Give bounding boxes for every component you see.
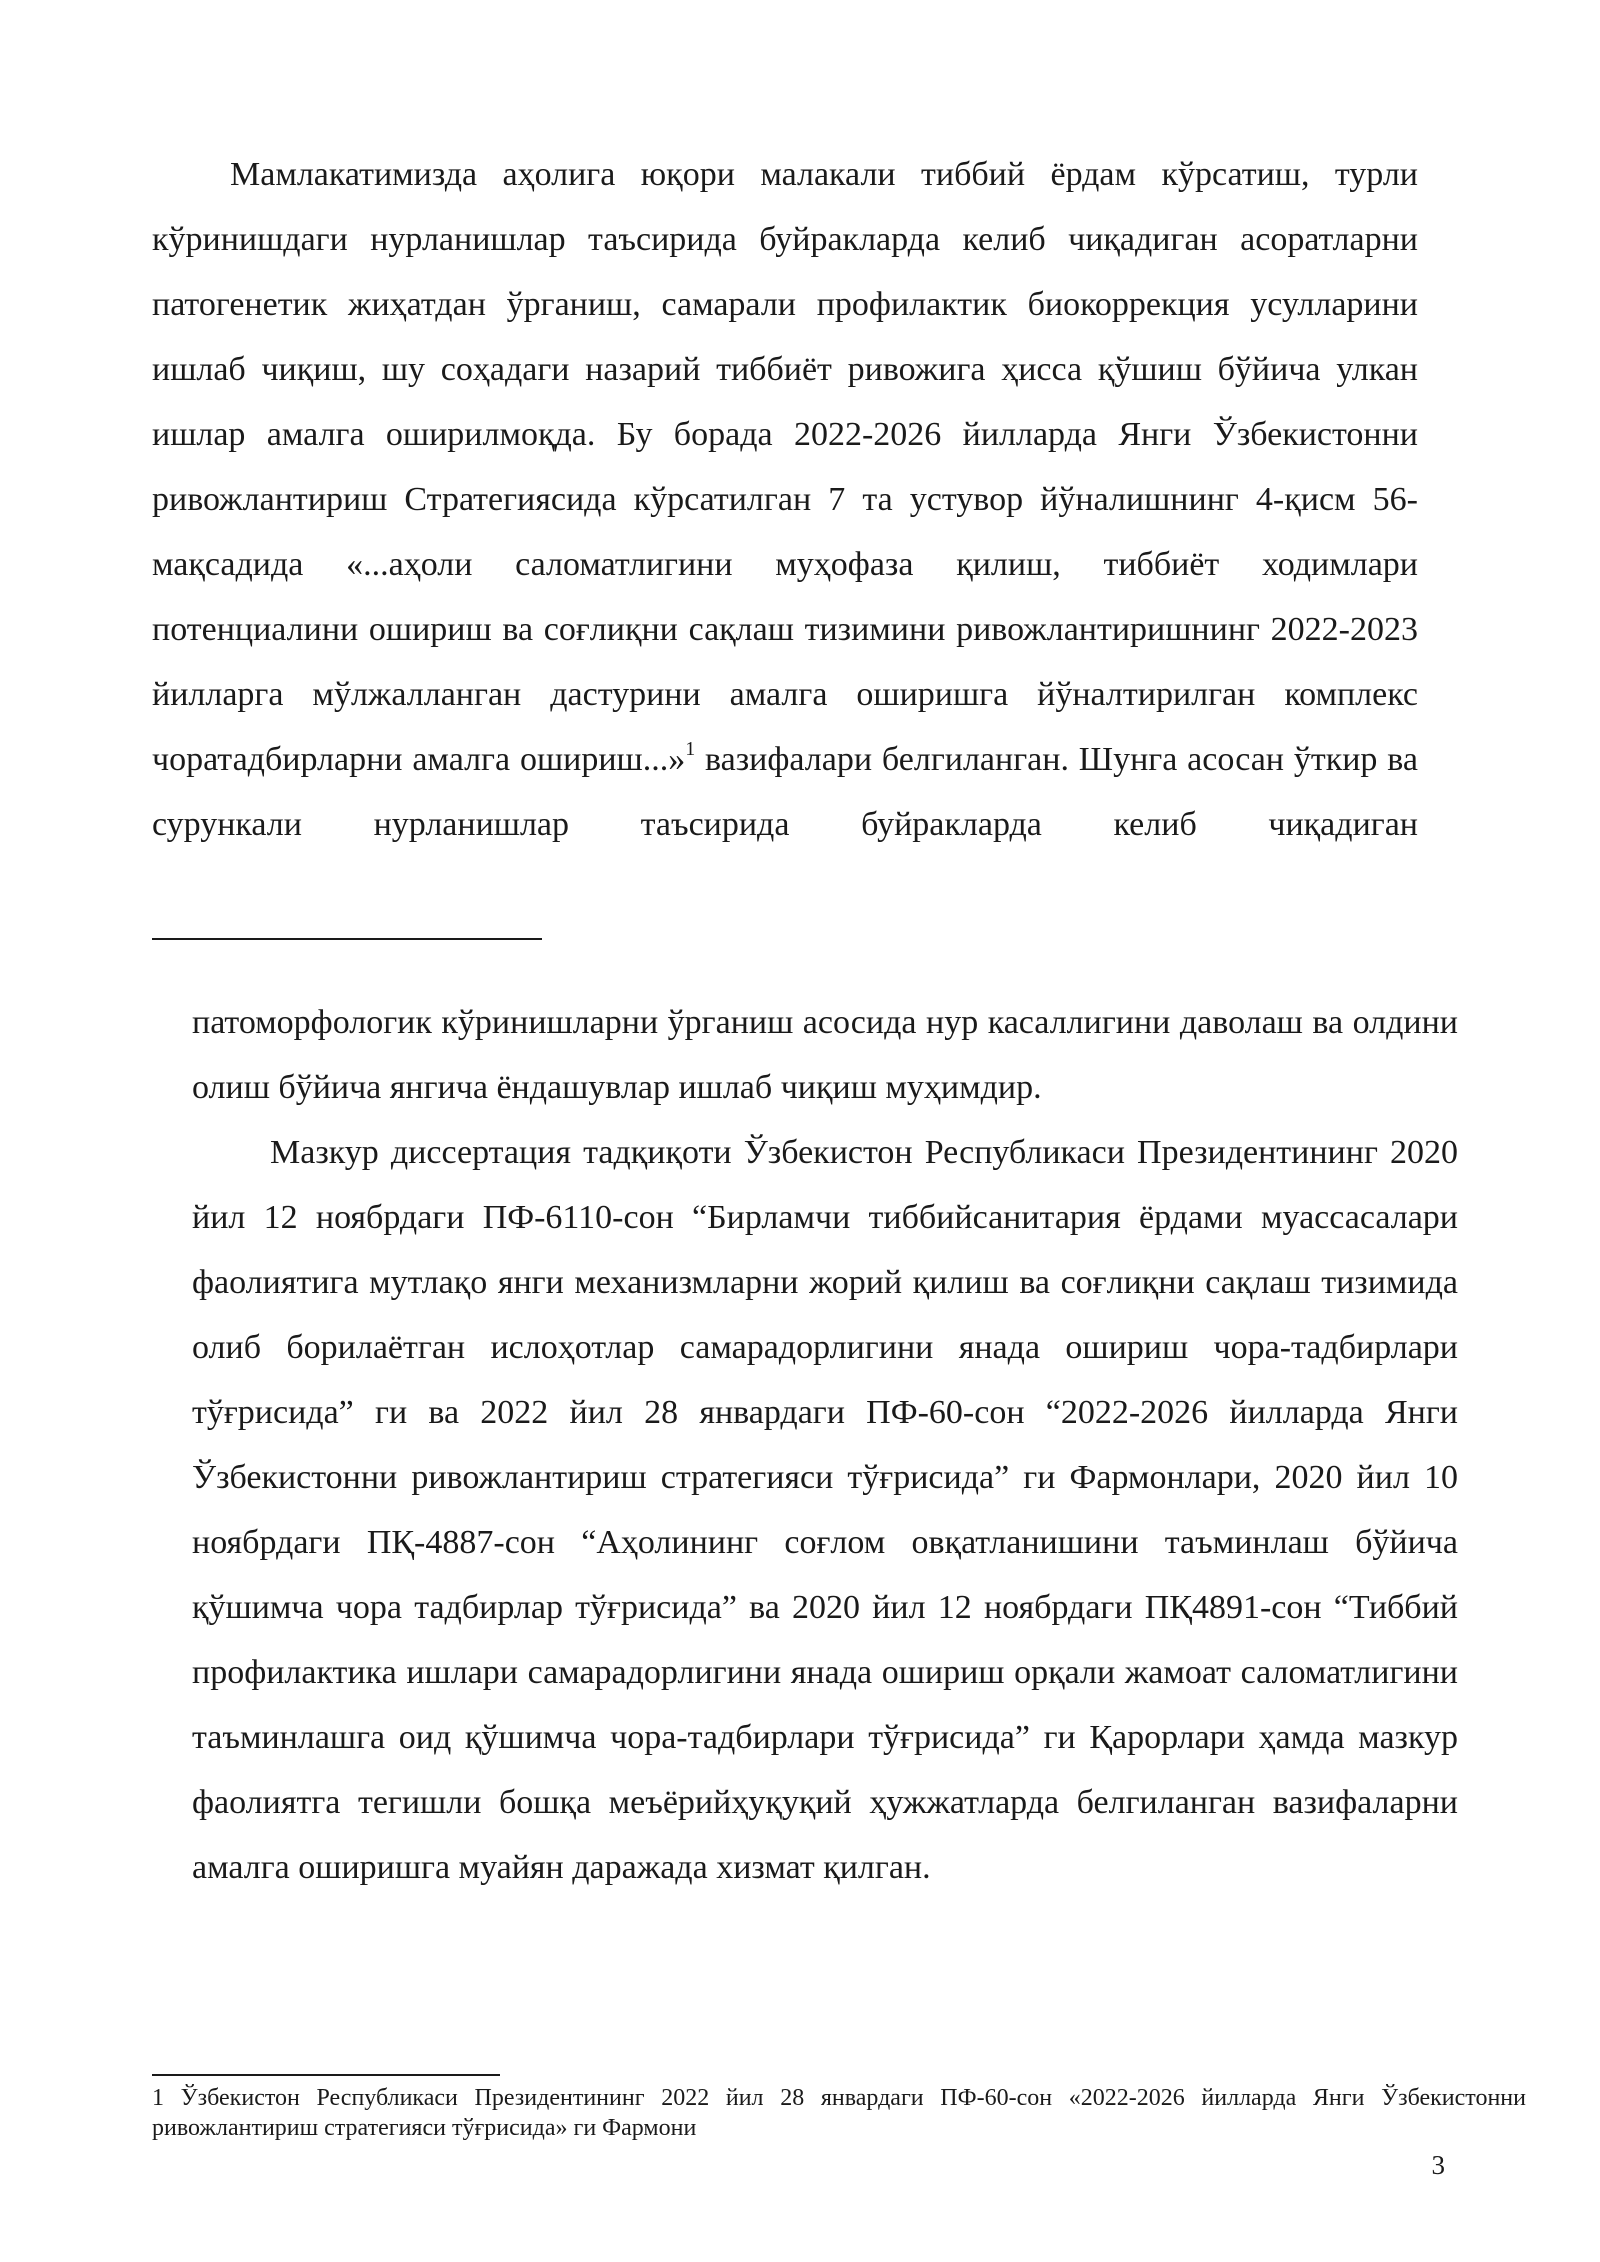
upper-text-block: [152, 142, 1418, 857]
lower-text-block: [192, 990, 1458, 1900]
continuation-paragraph: патоморфологик кўринишларни ўрганиш асосида нур касаллигини даволаш ва олдини олиш бўйича янгича ёндашувлар ишлаб чиқиш муҳимдир.: [192, 1004, 1458, 1106]
footnote-reference: 1: [685, 738, 696, 760]
paragraph-1: [152, 142, 1418, 857]
page-number: 3: [1431, 2150, 1445, 2180]
page-break-rule: [152, 938, 542, 940]
footnote-separator: [152, 2074, 500, 2076]
paragraph-1-text-after: вазифалари белгиланган. Шунга асосан ўткир ва сурункали нурланишлар таъсирида буйракларда келиб чиқадиган: [152, 741, 1418, 843]
paragraph-2: Мазкур диссертация тадқиқоти Ўзбекистон Республикаси Президентининг 2020 йил 12 ноябрдаги ПФ-6110-сон “Бирламчи тиббийсанитария ёрдами муассасалари фаолиятига мутлақо янги механизмларни жорий қилиш ва соғлиқни сақлаш тизимида олиб борилаётган ислоҳотлар самарадорлигини янада ошириш чора-тадбирлари тўғрисида” ги ва 2022 йил 28 январдаги ПФ-60-сон “2022-2026 йилларда Янги Ўзбекистонни ривожлантириш стратегияси тўғрисида” ги Фармонлари, 2020 йил 10 ноябрдаги ПҚ-4887-сон “Аҳолининг соғлом овқатланишини таъминлаш бўйича қўшимча чора тадбирлар тўғрисида” ва 2020 йил 12 ноябрдаги ПҚ4891-сон “Тиббий профилактика ишлари самарадорлигини янада ошириш орқали жамоат саломатлигини таъминлашга оид қўшимча чора-тадбирлари тўғрисида” ги Қарорлари ҳамда мазкур фаолиятга тегишли бошқа меъёрийҳуқуқий ҳужжатларда белгиланган вазифаларни амалга оширишга муайян даражада хизмат қилган.: [192, 1134, 1458, 1886]
paragraph-1-text: Мамлакатимизда аҳолига юқори малакали тиббий ёрдам кўрсатиш, турли кўринишдаги нурланишлар таъсирида буйракларда келиб чиқадиган асоратларни патогенетик жиҳатдан ўрганиш, самарали профилактик биокоррекция усулларини ишлаб чиқиш, шу соҳадаги назарий тиббиёт ривожига ҳисса қўшиш бўйича улкан ишлар амалга оширилмоқда. Бу борада 2022-2026 йилларда Янги Ўзбекистонни ривожлантириш Стратегиясида кўрсатилган 7 та устувор йўналишнинг 4-қисм 56-мақсадида «...аҳоли саломатлигини муҳофаза қилиш, тиббиёт ходимлари потенциалини ошириш ва соғлиқни сақлаш тизимини ривожлантиришнинг 2022-2023 йилларга мўлжалланган дастурини амалга оширишга йўналтирилган комплекс чоратадбирларни амалга ошириш...»: [152, 156, 1418, 778]
footnote-text: 1 Ўзбекистон Республикаси Президентининг 2022 йил 28 январдаги ПФ-60-сон «2022-2026 йилларда Янги Ўзбекистонни ривожлантириш стратегияси тўғрисида» ги Фармони: [152, 2085, 1526, 2141]
